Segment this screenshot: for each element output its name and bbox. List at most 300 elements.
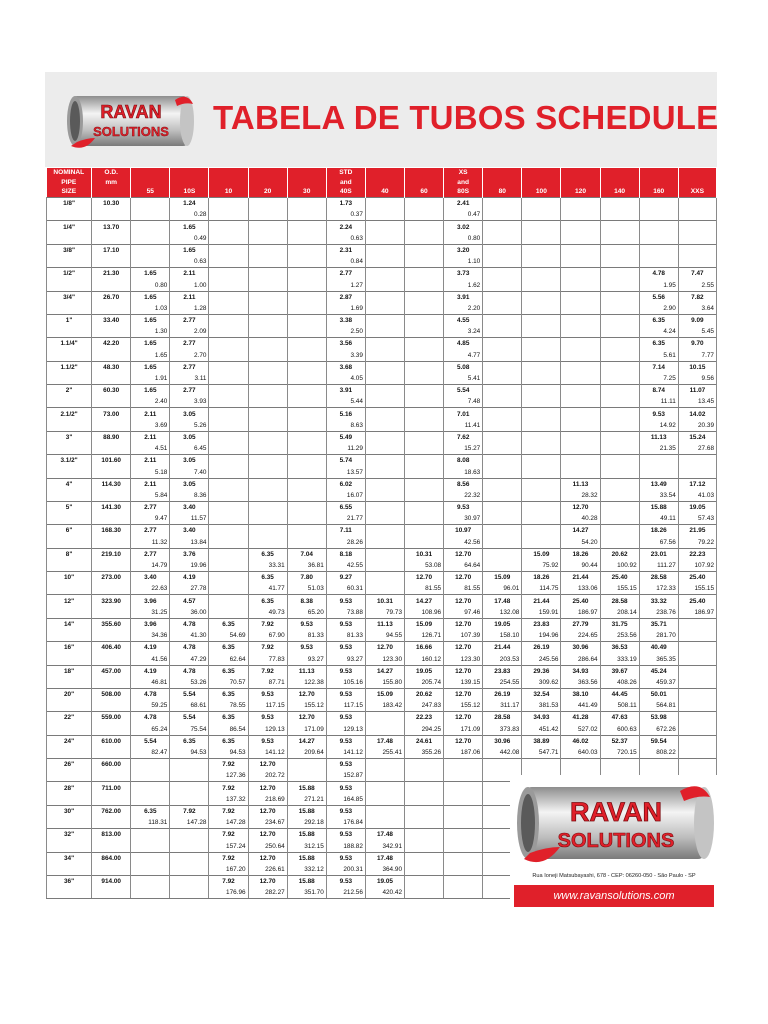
cell-wall-thickness: [678, 221, 716, 233]
cell-wall-thickness: 11.13: [365, 618, 404, 630]
cell-weight: [522, 303, 561, 315]
cell-od: 610.00: [92, 735, 131, 747]
cell-wall-thickness: 7.80: [287, 572, 326, 584]
cell-od: 559.00: [92, 712, 131, 724]
table-row-weight: [47, 396, 717, 408]
header-schedule-col: 30: [287, 168, 326, 198]
cell-blank: [92, 537, 131, 549]
cell-weight: [561, 396, 600, 408]
cell-weight: 0.37: [326, 209, 365, 221]
cell-weight: [287, 279, 326, 291]
cell-wall-thickness: [678, 618, 716, 630]
cell-wall-thickness: 7.62: [444, 431, 483, 443]
cell-weight: 194.96: [522, 630, 561, 642]
cell-weight: 1.27: [326, 279, 365, 291]
cell-wall-thickness: 2.87: [326, 291, 365, 303]
cell-wall-thickness: 9.53: [326, 618, 365, 630]
cell-wall-thickness: 7.11: [326, 525, 365, 537]
cell-wall-thickness: [483, 244, 522, 256]
cell-weight: 3.64: [678, 303, 716, 315]
cell-weight: 33.54: [639, 490, 678, 502]
cell-weight: 171.09: [444, 724, 483, 736]
cell-nominal-size: 10": [47, 572, 92, 584]
cell-weight: [561, 420, 600, 432]
cell-wall-thickness: 18.26: [522, 572, 561, 584]
cell-weight: 363.56: [561, 677, 600, 689]
cell-nominal-size: 3/8": [47, 244, 92, 256]
cell-weight: [287, 513, 326, 525]
cell-wall-thickness: 2.77: [131, 501, 170, 513]
cell-wall-thickness: [405, 244, 444, 256]
cell-wall-thickness: [287, 525, 326, 537]
cell-wall-thickness: [248, 314, 287, 326]
cell-wall-thickness: [365, 805, 404, 817]
cell-nominal-size: 1/8": [47, 198, 92, 210]
cell-wall-thickness: [639, 221, 678, 233]
cell-wall-thickness: [209, 361, 248, 373]
cell-nominal-size: 2.1/2": [47, 408, 92, 420]
cell-wall-thickness: 9.53: [326, 595, 365, 607]
header-schedule-col: 160: [639, 168, 678, 198]
cell-wall-thickness: [522, 408, 561, 420]
cell-wall-thickness: 34.93: [522, 712, 561, 724]
cell-weight: [365, 279, 404, 291]
cell-wall-thickness: 28.58: [639, 572, 678, 584]
cell-nominal-size: 18": [47, 665, 92, 677]
cell-weight: 57.43: [678, 513, 716, 525]
cell-od: 26.70: [92, 291, 131, 303]
cell-wall-thickness: [405, 361, 444, 373]
cell-weight: [405, 443, 444, 455]
cell-weight: 355.26: [405, 747, 444, 759]
cell-wall-thickness: [131, 875, 170, 887]
cell-wall-thickness: 9.53: [326, 735, 365, 747]
cell-weight: 2.90: [639, 303, 678, 315]
cell-wall-thickness: [561, 338, 600, 350]
cell-weight: 111.27: [639, 560, 678, 572]
cell-wall-thickness: [131, 198, 170, 210]
cell-weight: 547.71: [522, 747, 561, 759]
cell-weight: 81.33: [326, 630, 365, 642]
cell-blank: [92, 560, 131, 572]
cell-weight: [483, 490, 522, 502]
cell-wall-thickness: [600, 501, 639, 513]
cell-weight: 0.63: [170, 256, 209, 268]
cell-weight: 0.28: [170, 209, 209, 221]
cell-weight: [600, 233, 639, 245]
cell-wall-thickness: [170, 875, 209, 887]
cell-wall-thickness: [365, 361, 404, 373]
table-row-thickness: [47, 665, 717, 677]
cell-wall-thickness: 9.27: [326, 572, 365, 584]
cell-blank: [47, 256, 92, 268]
cell-nominal-size: 4": [47, 478, 92, 490]
cell-wall-thickness: 41.28: [561, 712, 600, 724]
cell-weight: [522, 513, 561, 525]
cell-wall-thickness: [405, 431, 444, 443]
cell-wall-thickness: [248, 361, 287, 373]
cell-wall-thickness: 6.35: [209, 735, 248, 747]
cell-weight: 218.69: [248, 794, 287, 806]
cell-weight: [287, 443, 326, 455]
cell-wall-thickness: 20.62: [405, 688, 444, 700]
cell-weight: 600.63: [600, 724, 639, 736]
cell-wall-thickness: 3.68: [326, 361, 365, 373]
cell-weight: 4.51: [131, 443, 170, 455]
cell-weight: 247.83: [405, 700, 444, 712]
cell-weight: 442.08: [483, 747, 522, 759]
cell-weight: 408.26: [600, 677, 639, 689]
cell-weight: [209, 209, 248, 221]
cell-wall-thickness: [678, 665, 716, 677]
cell-weight: [561, 279, 600, 291]
cell-weight: [483, 513, 522, 525]
cell-weight: [287, 350, 326, 362]
cell-weight: [248, 279, 287, 291]
cell-weight: 86.54: [209, 724, 248, 736]
cell-weight: 41.03: [678, 490, 716, 502]
cell-wall-thickness: [405, 759, 444, 771]
cell-wall-thickness: [483, 198, 522, 210]
cell-weight: [287, 770, 326, 782]
cell-weight: 31.25: [131, 607, 170, 619]
cell-weight: 159.91: [522, 607, 561, 619]
cell-weight: [483, 443, 522, 455]
cell-wall-thickness: [405, 291, 444, 303]
cell-wall-thickness: [522, 198, 561, 210]
cell-weight: [248, 443, 287, 455]
cell-weight: 1.10: [444, 256, 483, 268]
cell-weight: [483, 256, 522, 268]
cell-weight: 176.96: [209, 887, 248, 899]
cell-weight: [522, 233, 561, 245]
cell-wall-thickness: [365, 782, 404, 794]
cell-wall-thickness: [209, 595, 248, 607]
cell-wall-thickness: 14.27: [365, 665, 404, 677]
cell-wall-thickness: 1.65: [131, 338, 170, 350]
cell-wall-thickness: [248, 385, 287, 397]
table-row-weight: [47, 630, 717, 642]
cell-od: 219.10: [92, 548, 131, 560]
cell-weight: 187.06: [444, 747, 483, 759]
cell-wall-thickness: 2.11: [131, 478, 170, 490]
cell-wall-thickness: [678, 244, 716, 256]
cell-weight: 28.26: [326, 537, 365, 549]
cell-wall-thickness: 5.56: [639, 291, 678, 303]
cell-weight: [600, 537, 639, 549]
cell-wall-thickness: [405, 875, 444, 887]
cell-wall-thickness: 4.57: [170, 595, 209, 607]
cell-weight: 21.77: [326, 513, 365, 525]
cell-weight: 373.83: [483, 724, 522, 736]
table-row-thickness: [47, 759, 717, 771]
cell-wall-thickness: 15.09: [365, 688, 404, 700]
cell-wall-thickness: 31.75: [600, 618, 639, 630]
cell-weight: 245.56: [522, 653, 561, 665]
cell-blank: [92, 303, 131, 315]
cell-weight: [522, 396, 561, 408]
cell-wall-thickness: [522, 314, 561, 326]
cell-weight: 65.20: [287, 607, 326, 619]
cell-wall-thickness: [287, 244, 326, 256]
cell-wall-thickness: 6.35: [209, 665, 248, 677]
cell-wall-thickness: [678, 735, 716, 747]
cell-weight: [483, 303, 522, 315]
cell-weight: 94.55: [365, 630, 404, 642]
cell-wall-thickness: 21.44: [483, 642, 522, 654]
cell-weight: 81.55: [405, 583, 444, 595]
cell-wall-thickness: 4.78: [170, 642, 209, 654]
cell-weight: 81.55: [444, 583, 483, 595]
cell-wall-thickness: [405, 221, 444, 233]
cell-weight: [639, 233, 678, 245]
cell-wall-thickness: [561, 408, 600, 420]
cell-weight: [209, 490, 248, 502]
cell-weight: 312.15: [287, 840, 326, 852]
cell-od: 42.20: [92, 338, 131, 350]
cell-weight: 176.84: [326, 817, 365, 829]
cell-blank: [47, 443, 92, 455]
cell-wall-thickness: [170, 759, 209, 771]
cell-wall-thickness: [639, 198, 678, 210]
cell-weight: 4.24: [639, 326, 678, 338]
cell-wall-thickness: 17.48: [365, 829, 404, 841]
cell-wall-thickness: 59.54: [639, 735, 678, 747]
cell-wall-thickness: 2.77: [131, 548, 170, 560]
cell-wall-thickness: [600, 455, 639, 467]
cell-weight: [365, 724, 404, 736]
cell-weight: 1.62: [444, 279, 483, 291]
cell-wall-thickness: 5.74: [326, 455, 365, 467]
website-link[interactable]: www.ravansolutions.com: [514, 885, 714, 907]
cell-weight: 271.21: [287, 794, 326, 806]
cell-wall-thickness: 6.35: [209, 642, 248, 654]
cell-nominal-size: 12": [47, 595, 92, 607]
cell-wall-thickness: [365, 314, 404, 326]
cell-wall-thickness: [522, 268, 561, 280]
cell-weight: 68.61: [170, 700, 209, 712]
cell-blank: [47, 209, 92, 221]
cell-wall-thickness: 2.11: [131, 408, 170, 420]
cell-wall-thickness: [248, 501, 287, 513]
cell-wall-thickness: [522, 221, 561, 233]
header-schedule-col: 10: [209, 168, 248, 198]
cell-weight: [678, 724, 716, 736]
cell-weight: 81.33: [287, 630, 326, 642]
cell-weight: [405, 887, 444, 899]
cell-weight: 53.08: [405, 560, 444, 572]
table-row-thickness: [47, 221, 717, 233]
cell-weight: [209, 279, 248, 291]
cell-weight: 114.75: [522, 583, 561, 595]
cell-weight: 2.20: [444, 303, 483, 315]
table-row-weight: [47, 490, 717, 502]
cell-blank: [92, 396, 131, 408]
cell-weight: 105.16: [326, 677, 365, 689]
cell-weight: [678, 700, 716, 712]
cell-wall-thickness: 19.05: [678, 501, 716, 513]
cell-wall-thickness: [209, 385, 248, 397]
cell-weight: [561, 326, 600, 338]
cell-wall-thickness: [600, 244, 639, 256]
cell-weight: 28.32: [561, 490, 600, 502]
cell-weight: 147.28: [170, 817, 209, 829]
cell-od: 33.40: [92, 314, 131, 326]
cell-weight: 1.95: [639, 279, 678, 291]
cell-weight: 41.30: [170, 630, 209, 642]
cell-wall-thickness: 15.88: [287, 805, 326, 817]
cell-wall-thickness: 9.53: [248, 688, 287, 700]
cell-weight: 420.42: [365, 887, 404, 899]
cell-weight: [209, 583, 248, 595]
table-row-thickness: [47, 572, 717, 584]
cell-weight: 70.57: [209, 677, 248, 689]
cell-nominal-size: 1/2": [47, 268, 92, 280]
cell-weight: [365, 303, 404, 315]
cell-wall-thickness: [483, 221, 522, 233]
cell-nominal-size: 5": [47, 501, 92, 513]
svg-text:RAVAN: RAVAN: [570, 797, 662, 827]
cell-weight: [365, 420, 404, 432]
cell-wall-thickness: [678, 455, 716, 467]
cell-weight: [522, 420, 561, 432]
cell-weight: 36.00: [170, 607, 209, 619]
cell-weight: [600, 303, 639, 315]
cell-weight: 564.81: [639, 700, 678, 712]
cell-wall-thickness: 9.53: [326, 852, 365, 864]
cell-weight: 27.78: [170, 583, 209, 595]
cell-weight: [365, 794, 404, 806]
cell-weight: 42.55: [326, 560, 365, 572]
cell-wall-thickness: 4.19: [131, 665, 170, 677]
cell-wall-thickness: 10.31: [405, 548, 444, 560]
cell-weight: 62.64: [209, 653, 248, 665]
cell-blank: [47, 303, 92, 315]
cell-od: 21.30: [92, 268, 131, 280]
cell-wall-thickness: 9.53: [326, 805, 365, 817]
cell-wall-thickness: [405, 455, 444, 467]
cell-blank: [47, 583, 92, 595]
cell-wall-thickness: 26.19: [522, 642, 561, 654]
cell-wall-thickness: [483, 291, 522, 303]
cell-weight: 41.56: [131, 653, 170, 665]
cell-od: 101.60: [92, 455, 131, 467]
cell-wall-thickness: [131, 852, 170, 864]
cell-weight: [365, 537, 404, 549]
cell-wall-thickness: 3.38: [326, 314, 365, 326]
cell-wall-thickness: [209, 314, 248, 326]
cell-blank: [92, 794, 131, 806]
cell-wall-thickness: [365, 385, 404, 397]
cell-weight: [365, 233, 404, 245]
cell-weight: [209, 513, 248, 525]
table-row-weight: [47, 724, 717, 736]
cell-weight: [209, 560, 248, 572]
cell-wall-thickness: 8.74: [639, 385, 678, 397]
cell-wall-thickness: [209, 572, 248, 584]
cell-weight: [365, 770, 404, 782]
cell-wall-thickness: 19.05: [483, 618, 522, 630]
cell-wall-thickness: [483, 501, 522, 513]
cell-weight: 107.92: [678, 560, 716, 572]
cell-weight: [209, 607, 248, 619]
cell-wall-thickness: [170, 852, 209, 864]
cell-weight: [248, 396, 287, 408]
table-row-thickness: [47, 268, 717, 280]
cell-weight: 364.90: [365, 864, 404, 876]
cell-wall-thickness: 21.44: [522, 595, 561, 607]
cell-wall-thickness: 22.23: [678, 548, 716, 560]
cell-weight: 164.85: [326, 794, 365, 806]
cell-wall-thickness: [600, 268, 639, 280]
cell-wall-thickness: [209, 338, 248, 350]
cell-weight: 79.22: [678, 537, 716, 549]
cell-weight: 253.56: [600, 630, 639, 642]
cell-nominal-size: 28": [47, 782, 92, 794]
header-schedule-col: XS and 80S: [444, 168, 483, 198]
cell-weight: [131, 256, 170, 268]
cell-wall-thickness: 12.70: [248, 829, 287, 841]
document-sheet: [45, 72, 717, 914]
cell-weight: [287, 373, 326, 385]
cell-wall-thickness: 12.70: [444, 595, 483, 607]
cell-nominal-size: 3.1/2": [47, 455, 92, 467]
cell-wall-thickness: [405, 525, 444, 537]
cell-weight: 141.12: [326, 747, 365, 759]
cell-weight: 8.36: [170, 490, 209, 502]
cell-weight: 123.30: [365, 653, 404, 665]
cell-wall-thickness: 28.58: [483, 712, 522, 724]
cell-wall-thickness: [248, 431, 287, 443]
header-schedule-col: 10S: [170, 168, 209, 198]
cell-wall-thickness: 1.65: [131, 314, 170, 326]
cell-wall-thickness: [287, 431, 326, 443]
cell-wall-thickness: 30.96: [483, 735, 522, 747]
cell-weight: [287, 303, 326, 315]
cell-blank: [92, 864, 131, 876]
cell-wall-thickness: 21.95: [678, 525, 716, 537]
table-row-thickness: [47, 361, 717, 373]
cell-weight: 155.15: [678, 583, 716, 595]
cell-blank: [47, 466, 92, 478]
cell-weight: 132.08: [483, 607, 522, 619]
cell-weight: [365, 490, 404, 502]
cell-wall-thickness: 11.07: [678, 385, 716, 397]
cell-wall-thickness: 17.48: [365, 852, 404, 864]
cell-wall-thickness: [405, 782, 444, 794]
cell-weight: [287, 326, 326, 338]
cell-wall-thickness: 53.98: [639, 712, 678, 724]
cell-weight: 4.77: [444, 350, 483, 362]
cell-wall-thickness: 25.40: [678, 595, 716, 607]
cell-wall-thickness: 9.53: [639, 408, 678, 420]
cell-blank: [92, 747, 131, 759]
cell-wall-thickness: [522, 478, 561, 490]
cell-weight: 212.56: [326, 887, 365, 899]
cell-weight: 2.40: [131, 396, 170, 408]
cell-wall-thickness: [405, 268, 444, 280]
cell-weight: [248, 490, 287, 502]
cell-weight: 65.24: [131, 724, 170, 736]
cell-blank: [47, 560, 92, 572]
cell-weight: 0.47: [444, 209, 483, 221]
cell-wall-thickness: 9.53: [326, 688, 365, 700]
cell-blank: [47, 794, 92, 806]
cell-weight: [600, 209, 639, 221]
promo-block: [510, 775, 719, 913]
cell-wall-thickness: 12.70: [287, 712, 326, 724]
cell-wall-thickness: [483, 314, 522, 326]
